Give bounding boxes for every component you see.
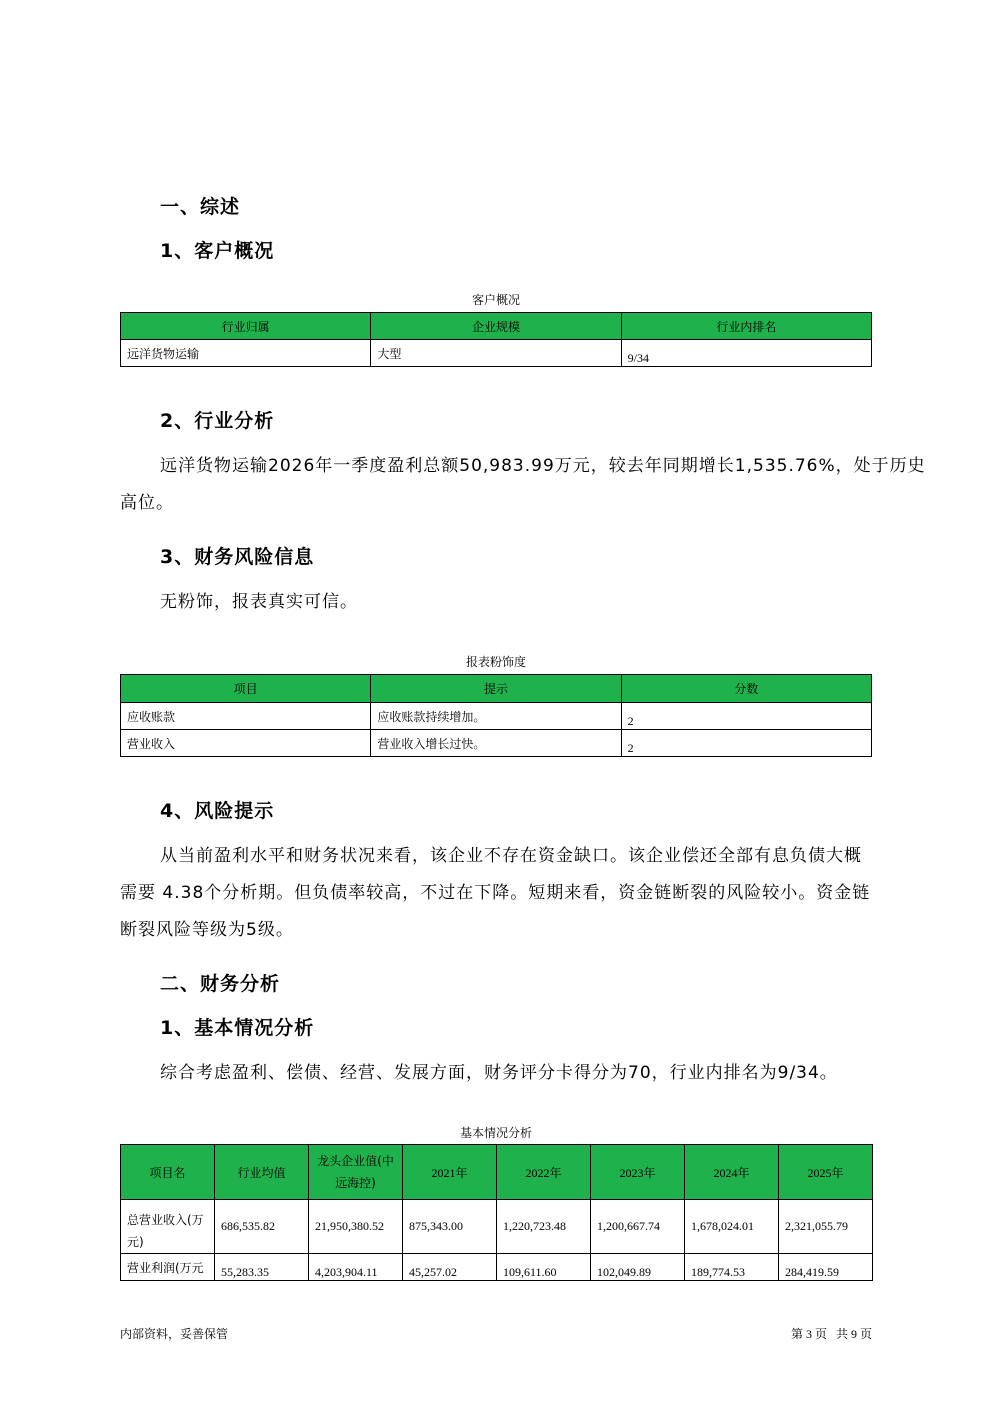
table-header: 项目 (121, 675, 371, 703)
table-cell: 9/34 (621, 340, 871, 367)
table-cell: 2 (621, 730, 871, 757)
table-header: 2023年 (591, 1145, 685, 1200)
table-header: 企业规模 (371, 313, 621, 340)
table-cell: 55,283.35 (215, 1254, 309, 1281)
table-row (121, 1200, 873, 1254)
table-cell: 大型 (371, 340, 621, 367)
section-heading-basic: 1、基本情况分析 (160, 1017, 315, 1039)
table-header: 分数 (621, 675, 871, 703)
basic-analysis-text: 综合考虑盈利、偿债、经营、发展方面，财务评分卡得分为70，行业内排名为9/34。 (160, 1063, 838, 1083)
table-cell: 1,220,723.48 (497, 1200, 591, 1254)
table-cell: 284,419.59 (779, 1254, 873, 1281)
table-row (121, 1254, 873, 1281)
table-cell: 109,611.60 (497, 1254, 591, 1281)
section-heading-risk-tip: 4、风险提示 (160, 800, 275, 822)
table-cell: 营业收入 (121, 730, 371, 757)
table-cell: 102,049.89 (591, 1254, 685, 1281)
table-header: 2021年 (403, 1145, 497, 1200)
section-heading-risk-info: 3、财务风险信息 (160, 546, 315, 568)
table-cell: 45,257.02 (403, 1254, 497, 1281)
table-cell: 4,203,904.11 (309, 1254, 403, 1281)
table-cell: 875,343.00 (403, 1200, 497, 1254)
basic-analysis-table (120, 1144, 873, 1281)
table-row (121, 703, 872, 730)
section-heading-financial: 二、财务分析 (160, 973, 281, 995)
table-header: 行业归属 (121, 313, 371, 340)
table-header: 2022年 (497, 1145, 591, 1200)
table-caption-overview: 客户概况 (471, 293, 520, 307)
table-caption-basic: 基本情况分析 (459, 1126, 532, 1140)
risk-tip-line-3: 断裂风险等级为5级。 (120, 920, 294, 940)
table-header: 2024年 (685, 1145, 779, 1200)
whitewash-table (120, 674, 872, 757)
table-header: 行业均值 (215, 1145, 309, 1200)
table-cell: 1,678,024.01 (685, 1200, 779, 1254)
table-header: 提示 (371, 675, 621, 703)
table-header: 2025年 (779, 1145, 873, 1200)
table-cell: 2,321,055.79 (779, 1200, 873, 1254)
section-heading-customer: 1、客户概况 (160, 240, 275, 262)
table-cell: 686,535.82 (215, 1200, 309, 1254)
table-row (121, 730, 872, 757)
table-row (121, 340, 872, 367)
table-header: 行业内排名 (621, 313, 871, 340)
table-cell: 应收账款 (121, 703, 371, 730)
table-cell: 营业收入增长过快。 (371, 730, 621, 757)
footer-page-number: 第 3 页 共 9 页 (790, 1327, 872, 1341)
table-cell: 21,950,380.52 (309, 1200, 403, 1254)
table-cell: 189,774.53 (685, 1254, 779, 1281)
table-cell: 远洋货物运输 (121, 340, 371, 367)
risk-tip-line-1: 从当前盈利水平和财务状况来看，该企业不存在资金缺口。该企业偿还全部有息负债大概 (160, 846, 862, 866)
table-cell: 1,200,667.74 (591, 1200, 685, 1254)
industry-text-line-1: 远洋货物运输2026年一季度盈利总额50,983.99万元，较去年同期增长1,535.76%，处于历史 (160, 456, 926, 476)
section-heading-overview: 一、综述 (160, 196, 241, 218)
table-caption-whitewash: 报表粉饰度 (465, 655, 526, 669)
table-header: 项目名 (121, 1145, 215, 1200)
footer-confidential: 内部资料，妥善保管 (120, 1327, 229, 1341)
industry-text-line-2: 高位。 (120, 493, 174, 513)
customer-overview-table (120, 312, 872, 367)
table-cell: 营业利润(万元 (121, 1254, 215, 1281)
table-cell: 2 (621, 703, 871, 730)
table-header: 龙头企业值(中远海控) (309, 1145, 403, 1200)
risk-info-text: 无粉饰，报表真实可信。 (160, 592, 358, 612)
risk-tip-line-2: 需要 4.38个分析期。但负债率较高，不过在下降。短期来看，资金链断裂的风险较小。资金链 (120, 883, 871, 903)
table-cell: 应收账款持续增加。 (371, 703, 621, 730)
table-cell: 总营业收入(万元) (121, 1200, 215, 1254)
section-heading-industry: 2、行业分析 (160, 410, 275, 432)
